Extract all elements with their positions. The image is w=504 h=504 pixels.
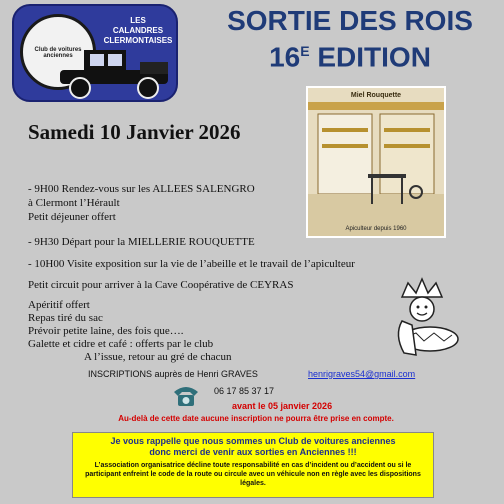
- logo-title-line1: LES: [130, 16, 146, 25]
- logo-emblem-text: Club de voitures anciennes: [34, 47, 82, 59]
- shop-photo: [306, 86, 446, 238]
- extra-line-5: A l’issue, retour au gré de chacun: [84, 351, 232, 363]
- shop-sign: Miel Rouquette: [350, 92, 402, 99]
- logo-title: [100, 16, 176, 46]
- title-line1: SORTIE DES ROIS: [227, 5, 473, 36]
- edition-sup: E: [300, 43, 310, 59]
- notice-disclaimer: L’association organisatrice décline toute responsabilité en cas d’incident ou d’accident ou si le participant enfreint le code de la route ou circule avec un véhicule non en règle avec les dispositions légales.: [85, 462, 421, 487]
- contact-email-link[interactable]: henrigraves54@gmail.com: [308, 369, 416, 379]
- extra-line-2: Repas tiré du sac: [28, 312, 103, 324]
- king-cake-illustration: [372, 275, 467, 365]
- notice-line2: donc merci de venir aux sorties en Anciennes !!!: [149, 447, 357, 457]
- edition-number: 16: [269, 41, 301, 73]
- schedule-line-5: - 10H00 Visite exposition sur la vie de l’abeille et le travail de l’apiculteur: [28, 258, 355, 270]
- notice-box: [72, 432, 434, 498]
- deadline-warning: Au-delà de cette date aucune inscription ne pourra être prise en compte.: [118, 414, 394, 423]
- schedule-line-4: - 9H30 Départ pour la MIELLERIE ROUQUETTE: [28, 236, 255, 248]
- event-date: Samedi 10 Janvier 2026: [28, 120, 241, 144]
- logo-title-line2: CALANDRES: [112, 26, 164, 35]
- page-title: [200, 6, 500, 72]
- shopfront-illustration: [308, 88, 444, 236]
- logo-title-line3: CLERMONTAISES: [103, 36, 173, 45]
- club-logo: [12, 4, 178, 102]
- registration-deadline: avant le 05 janvier 2026: [232, 401, 333, 411]
- title-line2: [200, 36, 500, 72]
- vintage-car-icon: [54, 46, 174, 100]
- extra-line-4: Galette et cidre et café : offerts par le club: [28, 338, 214, 350]
- shop-caption: Apiculteur depuis 1960: [345, 226, 407, 232]
- inscriptions-label: INSCRIPTIONS auprès de Henri GRAVES: [88, 369, 258, 379]
- extra-line-1: Apéritif offert: [28, 299, 90, 311]
- schedule-line-3: Petit déjeuner offert: [28, 211, 116, 223]
- schedule-line-1: - 9H00 Rendez-vous sur les ALLEES SALENGRO: [28, 183, 255, 195]
- telephone-icon: [172, 384, 200, 408]
- notice-line1: Je vous rappelle que nous sommes un Club de voitures anciennes: [110, 436, 396, 446]
- schedule-line-2: à Clermont l’Hérault: [28, 197, 120, 209]
- edition-word: EDITION: [309, 41, 431, 73]
- extra-line-3: Prévoir petite laine, des fois que….: [28, 325, 184, 337]
- schedule-line-6: Petit circuit pour arriver à la Cave Coopérative de CEYRAS: [28, 279, 294, 291]
- contact-phone: 06 17 85 37 17: [214, 386, 275, 396]
